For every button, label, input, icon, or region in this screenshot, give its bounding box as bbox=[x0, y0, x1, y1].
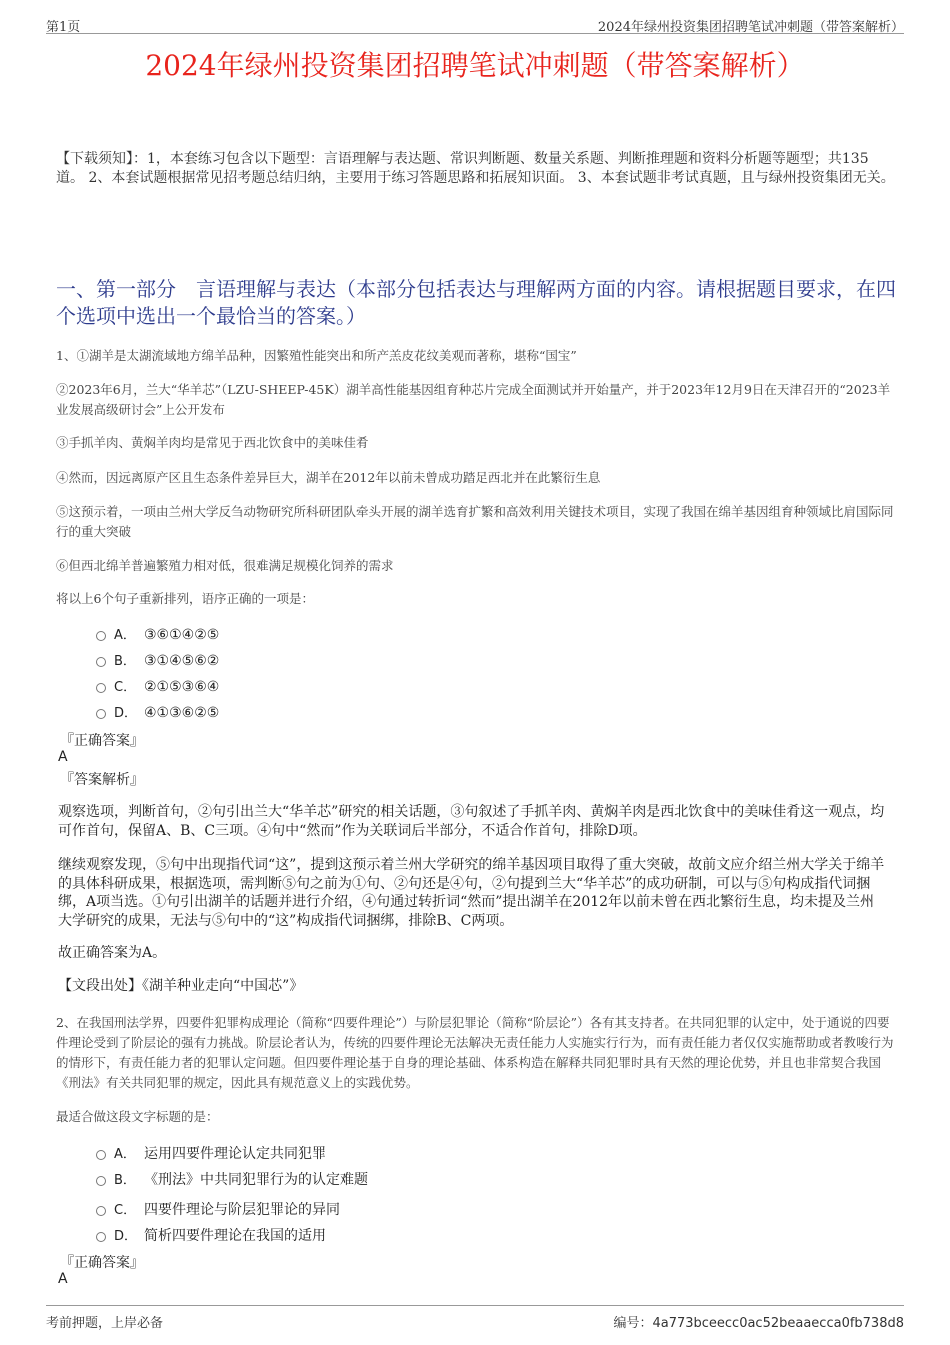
document-title: 2024年绿州投资集团招聘笔试冲刺题（带答案解析） bbox=[145, 49, 805, 82]
radio-icon[interactable] bbox=[96, 1206, 106, 1216]
radio-icon[interactable] bbox=[96, 709, 106, 719]
q2-option-c[interactable]: C． 四要件理论与阶层犯罪论的异同 bbox=[96, 1199, 340, 1219]
header-doc-title: 2024年绿州投资集团招聘笔试冲刺题（带答案解析） bbox=[597, 20, 904, 35]
q1-sentence-2: ②2023年6月，兰大“华羊芯”（LZU-SHEEP-45K）湖羊高性能基因组育种芯片完成全面测试并开始量产，并于2023年12月9日在天津召开的“2023羊业发展高级研讨会”上公开发布 bbox=[56, 382, 891, 417]
q2-stem: 最适合做这段文字标题的是： bbox=[56, 1109, 219, 1124]
q2-answer: A bbox=[58, 1271, 68, 1287]
q1-sentence-3: ③手抓羊肉、黄焖羊肉均是常见于西北饮食中的美味佳肴 bbox=[56, 435, 369, 450]
page-header bbox=[46, 14, 904, 34]
q1-analysis-label: 『答案解析』 bbox=[60, 772, 144, 788]
q1-conclusion: 故正确答案为A。 bbox=[58, 945, 167, 961]
q1-option-c[interactable]: C． ②①⑤③⑥④ bbox=[96, 676, 219, 695]
q1-analysis-paragraph-1: 观察选项，判断首句，②句引出兰大“华羊芯”研究的相关话题，③句叙述了手抓羊肉、黄焖羊肉是西北饮食中的美味佳肴这一观点，均可作首句，保留A、B、C三项。④句中“然而”作为关联词后半部分，不适合作首句，排除D项。 bbox=[58, 804, 885, 839]
page-number: 第1页 bbox=[46, 20, 81, 35]
q1-answer: A bbox=[58, 749, 68, 765]
q1-sentence-5: ⑤这预示着，一项由兰州大学反刍动物研究所科研团队牵头开展的湖羊选育扩繁和高效利用关键技术项目，实现了我国在绵羊基因组育种领域比肩国际同行的重大突破 bbox=[56, 504, 894, 539]
q1-answer-label: 『正确答案』 bbox=[60, 733, 144, 749]
download-notice: 【下载须知】：1，本套练习包含以下题型：言语理解与表达题、常识判断题、数量关系题、判断推理题和资料分析题等题型；共135道。 2、本套试题根据常见招考题总结归纳，主要用于练习答题思路和拓展知识面。 3、本套试题非考试真题，且与绿州投资集团无关。 bbox=[56, 151, 895, 186]
radio-icon[interactable] bbox=[96, 1176, 106, 1186]
q1-option-a[interactable]: A． ③⑥①④②⑤ bbox=[96, 624, 219, 643]
q1-analysis-paragraph-2: 继续观察发现，⑤句中出现指代词“这”，提到这预示着兰州大学研究的绵羊基因项目取得了重大突破，故前文应介绍兰州大学关于绵羊的具体科研成果，根据选项，需判断⑤句之前为①句、②句还是④句，②句提到兰大“华羊芯”的成功研制，可以与⑤句构成指代词捆绑，A项当选。①句引出湖羊的话题并进行介绍，④句通过转折词“然而”提出湖羊在2012年以前未曾在西北繁衍生息，均未提及兰州大学研究的成果，无法与⑤句中的“这”构成指代词捆绑，排除B、C两项。 bbox=[58, 857, 885, 929]
footer-code-value: 4a773bceecc0ac52beaaecca0fb738d8 bbox=[652, 1316, 904, 1331]
q1-sentence-6: ⑥但西北绵羊普遍繁殖力相对低，很难满足规模化饲养的需求 bbox=[56, 558, 394, 573]
q1-sentence-4: ④然而，因远离原产区且生态条件差异巨大，湖羊在2012年以前未曾成功踏足西北并在此繁衍生息 bbox=[56, 470, 601, 485]
q2-answer-label: 『正确答案』 bbox=[60, 1255, 144, 1271]
radio-icon[interactable] bbox=[96, 631, 106, 641]
q1-option-d[interactable]: D． ④①③⑥②⑤ bbox=[96, 702, 219, 721]
q2-option-d[interactable]: D． 简析四要件理论在我国的适用 bbox=[96, 1225, 326, 1245]
footer-code bbox=[613, 1312, 904, 1331]
q1-stem: 将以上6个句子重新排列，语序正确的一项是： bbox=[56, 591, 314, 606]
q1-option-b[interactable]: B． ③①④⑤⑥② bbox=[96, 650, 219, 669]
q2-option-a[interactable]: A． 运用四要件理论认定共同犯罪 bbox=[96, 1143, 326, 1163]
radio-icon[interactable] bbox=[96, 1232, 106, 1242]
q2-passage: 2、在我国刑法学界，四要件犯罪构成理论（简称“四要件理论”）与阶层犯罪论（简称“阶层论”）各有其支持者。在共同犯罪的认定中，处于通说的四要件理论受到了阶层论的强有力挑战。阶层论者认为，传统的四要件理论无法解决无责任能力人实施实行行为，而有责任能力者仅仅实施帮助或者教唆行为的情形下，有责任能力者的犯罪认定问题。但四要件理论基于自身的理论基础、体系构造在解释共同犯罪时具有天然的理论优势，并且也非常契合我国《刑法》有关共同犯罪的规定，因此具有规范意义上的实践优势。 bbox=[56, 1015, 894, 1090]
q1-source: 【文段出处】《湖羊种业走向“中国芯”》 bbox=[58, 978, 304, 994]
q2-option-b[interactable]: B． 《刑法》中共同犯罪行为的认定难题 bbox=[96, 1169, 368, 1189]
radio-icon[interactable] bbox=[96, 683, 106, 693]
q1-sentence-1: 1、①湖羊是太湖流域地方绵羊品种，因繁殖性能突出和所产羔皮花纹美观而著称，堪称“国宝” bbox=[56, 348, 577, 363]
section-heading: 一、第一部分 言语理解与表达（本部分包括表达与理解两方面的内容。请根据题目要求，在四个选项中选出一个最恰当的答案。） bbox=[56, 277, 896, 328]
radio-icon[interactable] bbox=[96, 657, 106, 667]
footer-slogan: 考前押题，上岸必备 bbox=[46, 1316, 164, 1331]
radio-icon[interactable] bbox=[96, 1150, 106, 1160]
page-footer bbox=[46, 1305, 904, 1331]
footer-code-label: 编号： bbox=[613, 1316, 653, 1331]
